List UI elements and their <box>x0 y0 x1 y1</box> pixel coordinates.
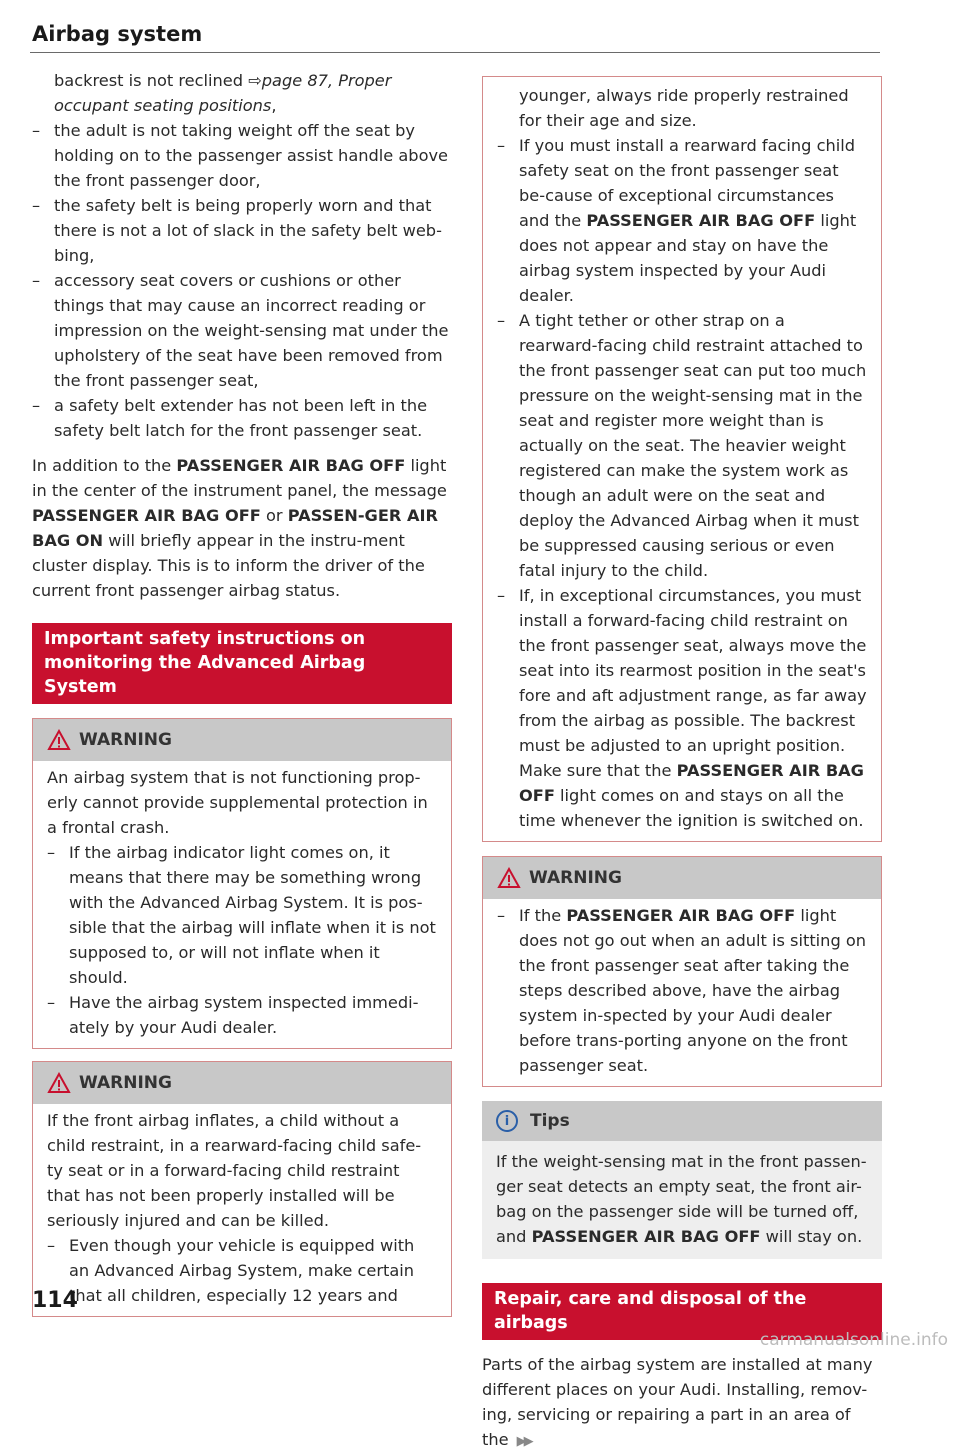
tips-box <box>482 1101 882 1259</box>
list-item: – If the airbag indicator light comes on, it means that there may be something wrong with the Advanced Airbag System. It is pos-sible that the airbag will inflate when it is not supposed to, or will not inflate when it should. <box>47 843 436 987</box>
tips-text: If the weight-sensing mat in the front passen-ger seat detects an empty seat, the front air-bag on the passenger side will be turned off, and PASSENGER AIR BAG OFF will stay on. <box>496 1152 867 1246</box>
section-heading-repair: Repair, care and disposal of the airbags <box>482 1283 882 1340</box>
tips-header <box>482 1101 882 1141</box>
list-item: – If you must install a rearward facing child safety seat on the front passenger seat be-cause of exceptional circumstances and the PASSENGER AIR BAG OFF light does not appear and stay on have the airbag system inspected by your Audi dealer. <box>497 136 857 305</box>
right-column <box>482 76 882 1454</box>
page-reference-link[interactable]: ⇨page 87, Proper occupant seating positions <box>54 71 392 115</box>
intro-continuation <box>32 68 452 118</box>
section-heading-safety: Important safety instructions on monitoring the Advanced Airbag System <box>32 623 452 704</box>
info-icon: i <box>496 1110 518 1132</box>
status-paragraph: In addition to the PASSENGER AIR BAG OFF light in the center of the instrument panel, the message PASSENGER AIR BAG OFF or PASSEN-GER AIR BAG ON will briefly appear in the instru-ment cluster display. This is to inform the driver of the current front passenger airbag status. <box>32 456 447 600</box>
warning-triangle-icon <box>497 867 521 889</box>
warning-label: WARNING <box>529 867 622 888</box>
warning-header <box>33 719 451 761</box>
warning-box <box>482 856 882 1087</box>
warning-box-continued <box>482 76 882 842</box>
warning-header <box>33 1062 451 1104</box>
left-column <box>32 68 452 1317</box>
list-item: – If the PASSENGER AIR BAG OFF light does not go out when an adult is sitting on the front passenger seat after taking the steps described above, have the airbag system in-spected by your Audi dealer before trans-porting anyone on the front passenger seat. <box>497 906 867 1075</box>
list-item: – the safety belt is being properly worn and that there is not a lot of slack in the safety belt web-bing, <box>32 196 442 265</box>
warning-text: younger, always ride properly restrained for their age and size. <box>519 86 849 130</box>
warning-text: If the front airbag inflates, a child without a child restraint, in a rearward-facing child safe-ty seat or in a forward-facing child restraint that has not been properly installed will be seriously injured and can be killed. <box>47 1111 422 1230</box>
list-item: – Have the airbag system inspected immedi-ately by your Audi dealer. <box>47 993 419 1037</box>
warning-text: An airbag system that is not functioning prop-erly cannot provide supplemental protection in a frontal crash. <box>47 768 428 837</box>
list-item: – a safety belt extender has not been left in the safety belt latch for the front passenger seat. <box>32 396 428 440</box>
list-item: – Even though your vehicle is equipped with an Advanced Airbag System, make certain that all children, especially 12 years and <box>47 1236 415 1305</box>
continue-arrow-icon: ▶▶ <box>516 1434 531 1449</box>
warning-label: WARNING <box>79 1072 172 1093</box>
warning-label: WARNING <box>79 729 172 750</box>
page-header-title: Airbag system <box>32 22 203 46</box>
intro-text: backrest is not reclined <box>54 71 249 90</box>
list-item: – A tight tether or other strap on a rearward-facing child restraint attached to the front passenger seat can put too much pressure on the weight-sensing mat in the seat and register more weight than is actually on the seat. The heavier weight registered can make the system work as though an adult were on the seat and deploy the Advanced Airbag when it must be suppressed causing serious or even fatal injury to the child. <box>497 311 867 580</box>
intro-punct: , <box>271 96 277 115</box>
warning-box <box>32 718 452 1049</box>
page-number: 114 <box>32 1288 78 1313</box>
warning-triangle-icon <box>47 1072 71 1094</box>
warning-box <box>32 1061 452 1317</box>
list-item: – If, in exceptional circumstances, you must install a forward-facing child restraint on the front passenger seat, always move the seat into its rearmost position in the seat's fore and aft adjustment range, as far away from the airbag as possible. The backrest must be adjusted to an upright position. Make sure that the PASSENGER AIR BAG OFF light comes on and stays on all the time whenever the ignition is switched on. <box>497 586 867 830</box>
warning-triangle-icon <box>47 729 71 751</box>
warning-header <box>483 857 881 899</box>
tips-label: Tips <box>530 1110 570 1131</box>
header-divider <box>30 52 880 53</box>
repair-paragraph: Parts of the airbag system are installed at many different places on your Audi. Installing, remov-ing, servicing or repairing a part in an area of the ▶▶ <box>482 1355 873 1449</box>
list-item: – the adult is not taking weight off the seat by holding on to the passenger assist handle above the front passenger door, <box>32 121 449 190</box>
watermark: carmanualsonline.info <box>759 1330 948 1350</box>
list-item: – accessory seat covers or cushions or other things that may cause an incorrect reading or impression on the weight-sensing mat under the upholstery of the seat have been removed from the front passenger seat, <box>32 271 449 390</box>
